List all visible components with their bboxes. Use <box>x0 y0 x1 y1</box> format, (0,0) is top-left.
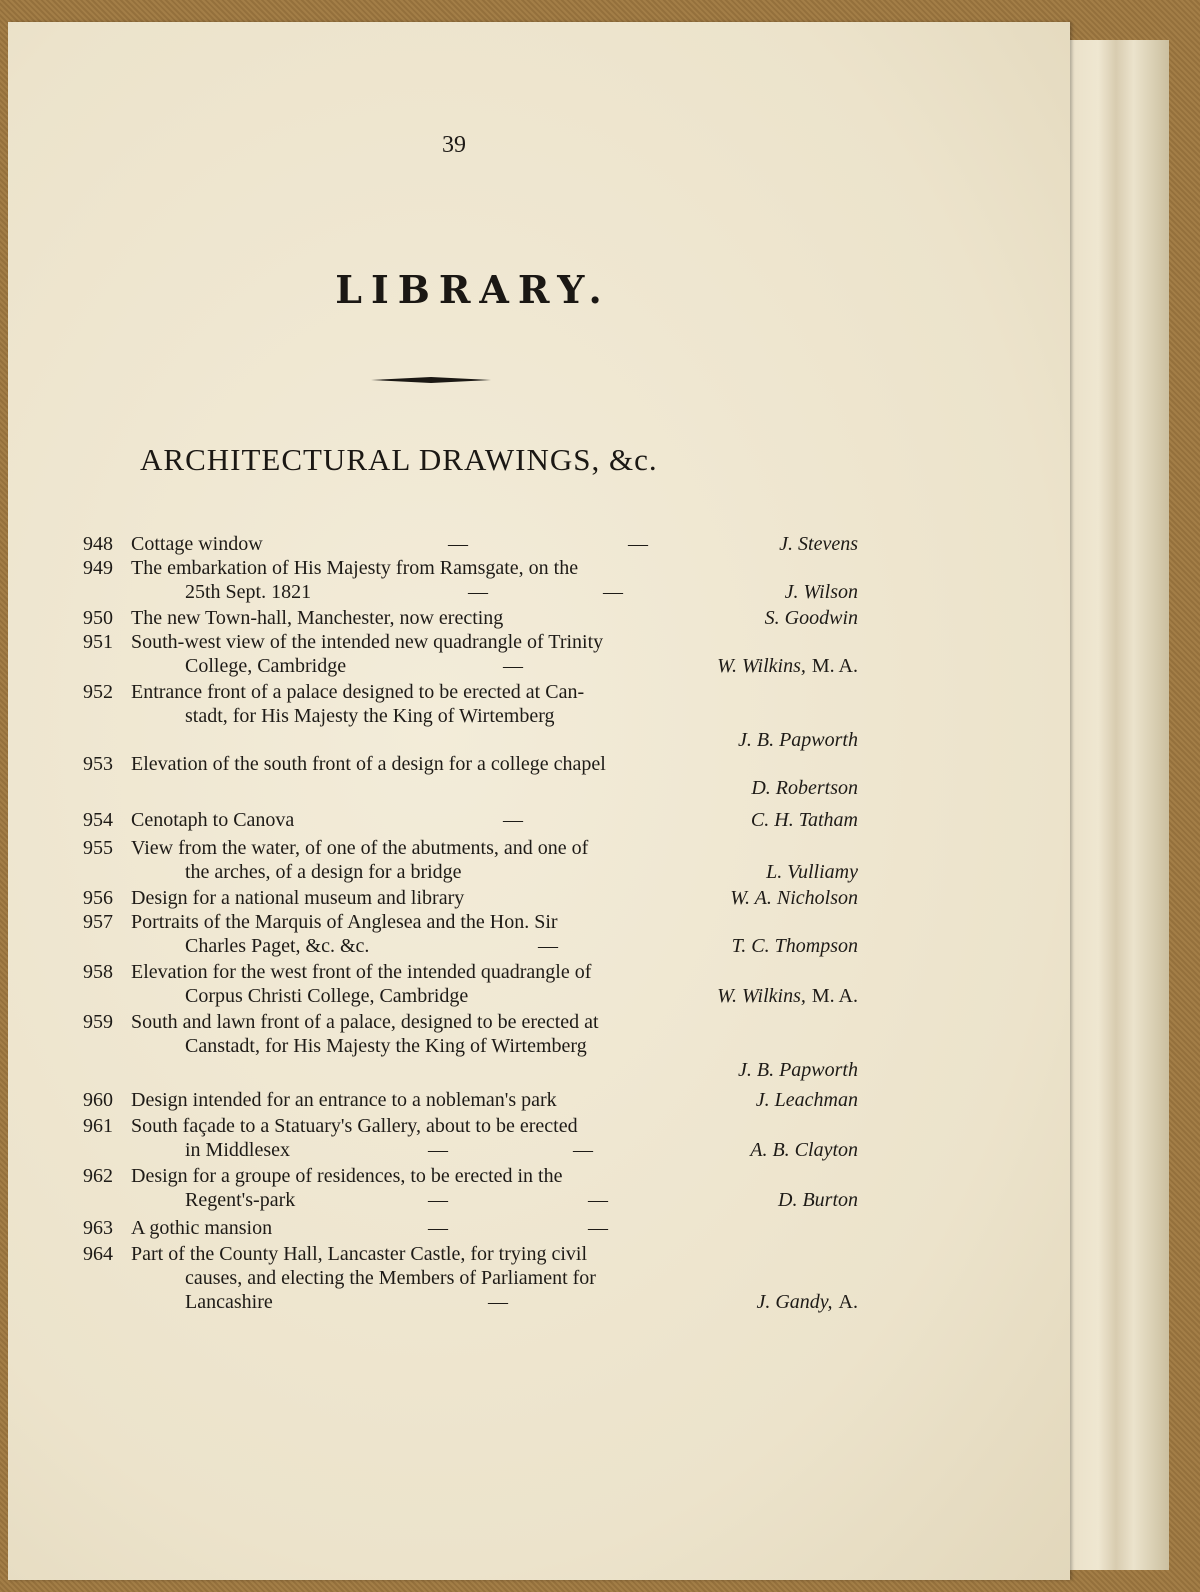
catalog-entry <box>83 680 858 752</box>
entry-line <box>83 654 858 678</box>
catalog-entry <box>83 1242 858 1314</box>
entry-title: Part of the County Hall, Lancaster Castle, for trying civil <box>131 1243 587 1265</box>
entry-title: South and lawn front of a palace, designed to be erected at <box>131 1011 599 1033</box>
entry-line <box>83 532 858 556</box>
artist-label: W. A. Nicholson <box>730 887 858 909</box>
entry-number: 953 <box>83 753 113 775</box>
artist-label: W. Wilkins, <box>717 655 806 677</box>
entry-line <box>83 728 858 752</box>
artist-degree: M. A. <box>811 985 858 1007</box>
artist-label: J. Stevens <box>779 533 858 555</box>
dash-leader: — <box>588 1217 608 1239</box>
artist-name <box>738 728 858 752</box>
entry-line <box>83 984 858 1008</box>
catalog-entry <box>83 752 858 800</box>
entry-title: Regent's-park <box>185 1189 296 1211</box>
entry-number: 956 <box>83 887 113 909</box>
catalog-entry <box>83 532 858 556</box>
artist-name <box>732 934 858 958</box>
artist-label: J. Leachman <box>755 1089 858 1111</box>
artist-label: D. Robertson <box>751 777 858 799</box>
dash-leader: — <box>468 581 488 603</box>
dash-leader: — <box>538 935 558 957</box>
catalog-entry <box>83 1114 858 1162</box>
dash-leader: — <box>428 1139 448 1161</box>
artist-label: D. Burton <box>778 1189 858 1211</box>
artist-name <box>751 776 858 800</box>
dash-leader: — <box>428 1217 448 1239</box>
artist-name <box>766 860 858 884</box>
entry-number: 963 <box>83 1217 113 1239</box>
catalog-list <box>83 532 858 1314</box>
entry-number: 959 <box>83 1011 113 1033</box>
entry-number: 958 <box>83 961 113 983</box>
artist-label: J. Wilson <box>784 581 858 603</box>
entry-title: in Middlesex <box>185 1139 290 1161</box>
entry-line <box>83 580 858 604</box>
entry-title: 25th Sept. 1821 <box>185 581 312 603</box>
artist-label: A. B. Clayton <box>750 1139 858 1161</box>
dash-leader: — <box>628 533 648 555</box>
entry-line <box>83 1266 858 1290</box>
entry-title: the arches, of a design for a bridge <box>185 861 462 883</box>
dash-leader: — <box>588 1189 608 1211</box>
entry-title: College, Cambridge <box>185 655 347 677</box>
entry-title: Cenotaph to Canova <box>131 809 295 831</box>
artist-label: L. Vulliamy <box>766 861 858 883</box>
dash-leader: — <box>573 1139 593 1161</box>
dash-leader: — <box>603 581 623 603</box>
dash-leader: — <box>488 1291 508 1313</box>
catalog-entry <box>83 960 858 1008</box>
dash-leader: — <box>503 809 523 831</box>
entry-line <box>83 886 858 910</box>
entry-title: Canstadt, for His Majesty the King of Wirtemberg <box>185 1035 587 1057</box>
entry-title: Design for a national museum and library <box>131 887 465 909</box>
artist-name <box>751 808 858 832</box>
dash-leader: — <box>428 1189 448 1211</box>
entry-title: Design for a groupe of residences, to be erected in the <box>131 1165 563 1187</box>
entry-line <box>83 910 858 934</box>
entry-line <box>83 1010 858 1034</box>
entry-number: 962 <box>83 1165 113 1187</box>
catalog-entry <box>83 1164 858 1212</box>
entry-line <box>83 1164 858 1188</box>
artist-name <box>765 606 858 630</box>
entry-line <box>83 1058 858 1082</box>
catalog-entry <box>83 1088 858 1112</box>
entry-line <box>83 960 858 984</box>
entry-title: Elevation for the west front of the intended quadrangle of <box>131 961 592 983</box>
dash-leader: — <box>503 655 523 677</box>
artist-label: W. Wilkins, <box>717 985 806 1007</box>
catalog-entry <box>83 1010 858 1082</box>
artist-name <box>738 1058 858 1082</box>
entry-title: Charles Paget, &c. &c. <box>185 935 370 957</box>
entry-number: 948 <box>83 533 113 555</box>
artist-degree: A. <box>838 1291 858 1313</box>
artist-name <box>730 886 858 910</box>
entry-title: Elevation of the south front of a design for a college chapel <box>131 753 606 775</box>
entry-title: South façade to a Statuary's Gallery, about to be erected <box>131 1115 578 1137</box>
entry-number: 961 <box>83 1115 113 1137</box>
artist-label: C. H. Tatham <box>750 809 858 831</box>
entry-number: 960 <box>83 1089 113 1111</box>
entry-title: View from the water, of one of the abutments, and one of <box>131 837 589 859</box>
entry-line <box>83 1088 858 1112</box>
catalog-entry <box>83 910 858 958</box>
entry-number: 954 <box>83 809 113 831</box>
artist-name <box>717 984 858 1008</box>
entry-number: 964 <box>83 1243 113 1265</box>
entry-number: 955 <box>83 837 113 859</box>
entry-line <box>83 752 858 776</box>
artist-name <box>778 1188 858 1212</box>
entry-title: causes, and electing the Members of Parliament for <box>185 1267 596 1289</box>
entry-number: 951 <box>83 631 113 653</box>
artist-name <box>750 1138 858 1162</box>
entry-line <box>83 1188 858 1212</box>
entry-line <box>83 860 858 884</box>
entry-title: Portraits of the Marquis of Anglesea and the Hon. Sir <box>131 911 558 933</box>
entry-line <box>83 934 858 958</box>
artist-name <box>756 1290 858 1314</box>
entry-number: 949 <box>83 557 113 579</box>
entry-title: The new Town-hall, Manchester, now erecting <box>131 607 504 629</box>
section-heading: ARCHITECTURAL DRAWINGS, &c. <box>140 442 658 477</box>
artist-name <box>756 1088 858 1112</box>
catalog-entry <box>83 556 858 604</box>
catalog-entry <box>83 1216 858 1240</box>
entry-title: Lancashire <box>185 1291 273 1313</box>
library-heading: LIBRARY. <box>335 267 611 312</box>
entry-line <box>83 704 858 728</box>
entry-line <box>83 1242 858 1266</box>
catalog-entry <box>83 886 858 910</box>
entry-title: A gothic mansion <box>131 1217 273 1239</box>
entry-line <box>83 808 858 832</box>
entry-title: stadt, for His Majesty the King of Wirtemberg <box>185 705 555 727</box>
entry-title: Entrance front of a palace designed to be erected at Can- <box>131 681 585 703</box>
catalog-entry <box>83 606 858 630</box>
entry-line <box>83 776 858 800</box>
entry-title: Cottage window <box>131 533 263 555</box>
catalog-page <box>8 22 1070 1580</box>
entry-line <box>83 556 858 580</box>
entry-title: Design intended for an entrance to a nobleman's park <box>131 1089 557 1111</box>
entry-number: 957 <box>83 911 113 933</box>
entry-line <box>83 1034 858 1058</box>
artist-degree: M. A. <box>811 655 858 677</box>
entry-line <box>83 1114 858 1138</box>
entry-line <box>83 1290 858 1314</box>
page-number: 39 <box>442 132 466 158</box>
entry-line <box>83 680 858 704</box>
entry-line <box>83 1138 858 1162</box>
artist-name <box>717 654 858 678</box>
entry-line <box>83 1216 858 1240</box>
artist-label: J. Gandy, <box>756 1291 833 1313</box>
entry-line <box>83 630 858 654</box>
catalog-entry <box>83 808 858 832</box>
catalog-entry <box>83 836 858 884</box>
entry-line <box>83 606 858 630</box>
dash-leader: — <box>448 533 468 555</box>
artist-label: T. C. Thompson <box>731 935 858 957</box>
artist-label: J. B. Papworth <box>738 1059 858 1081</box>
ornamental-rule <box>371 374 491 386</box>
entry-line <box>83 836 858 860</box>
entry-number: 952 <box>83 681 113 703</box>
artist-name <box>785 580 858 604</box>
entry-number: 950 <box>83 607 113 629</box>
artist-label: J. B. Papworth <box>738 729 858 751</box>
artist-name <box>779 532 858 556</box>
entry-title: Corpus Christi College, Cambridge <box>185 985 469 1007</box>
catalog-entry <box>83 630 858 678</box>
entry-title: South-west view of the intended new quadrangle of Trinity <box>131 631 604 653</box>
entry-title: The embarkation of His Majesty from Ramsgate, on the <box>131 557 579 579</box>
artist-label: S. Goodwin <box>764 607 858 629</box>
